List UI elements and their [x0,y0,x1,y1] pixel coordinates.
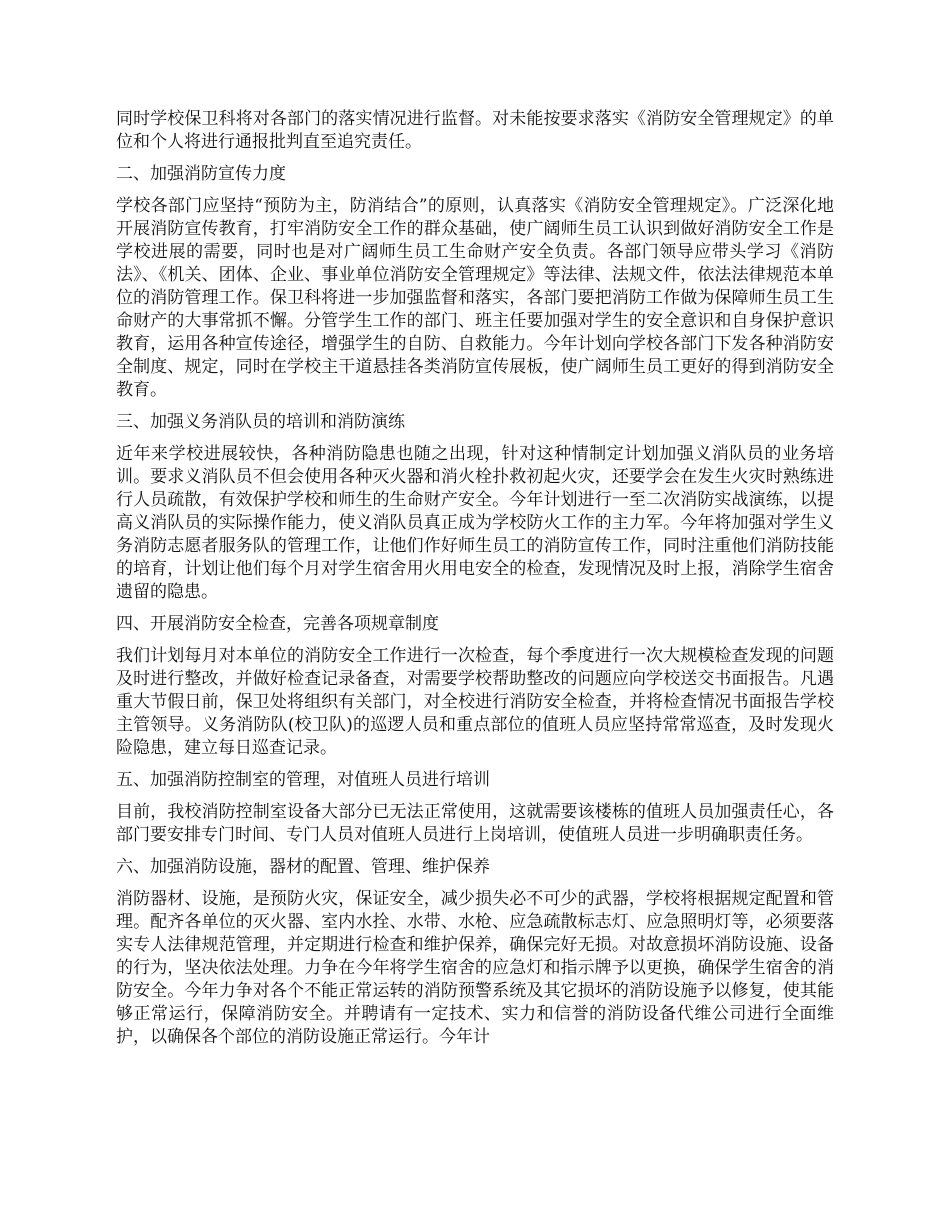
document-page [116,108,834,1058]
section-heading-5: 五、加强消防控制室的管理，对值班人员进行培训 [116,770,490,790]
section-body-3: 近年来学校进展较快，各种消防隐患也随之出现，针对这种情制定计划加强义消队员的业务培训。要求义消队员不但会使用各种灭火器和消火栓扑救初起火灾，还要学会在发生火灾时熟练进行人员疏散，有效保护学校和师生的生命财产安全。今年计划进行一至二次消防实战演练，以提高义消队员的实际操作能力，使义消队员真正成为学校防火工作的主力军。今年将加强对学生义务消防志愿者服务队的管理工作，让他们作好师生员工的消防宣传工作，同时注重他们消防技能的培育，计划让他们每个月对学生宿舍用火用电安全的检查，发现情况及时上报，消除学生宿舍遗留的隐患。 [116,444,834,602]
section-heading-6: 六、加强消防设施，器材的配置、管理、维护保养 [116,857,490,877]
section-body-4: 我们计划每月对本单位的消防安全工作进行一次检查，每个季度进行一次大规模检查发现的问题及时进行整改，并做好检查记录备查，对需要学校帮助整改的问题应向学校送交书面报告。凡遇重大节假日前，保卫处将组织有关部门，对全校进行消防安全检查，并将检查情况书面报告学校主管领导。义务消防队(校卫队)的巡逻人员和重点部位的值班人员应坚持常常巡查，及时发现火险隐患，建立每日巡查记录。 [116,646,834,758]
section-body-6: 消防器材、设施，是预防火灾，保证安全，减少损失必不可少的武器，学校将根据规定配置和管理。配齐各单位的灭火器、室内水拴、水带、水枪、应急疏散标志灯、应急照明灯等，必须要落实专人法律规范管理，并定期进行检查和维护保养，确保完好无损。对故意损坏消防设施、设备的行为，坚决依法处理。力争在今年将学生宿舍的应急灯和指示牌予以更换，确保学生宿舍的消防安全。今年力争对各个不能正常运转的消防预警系统及其它损坏的消防设施予以修复，使其能够正常运行，保障消防安全。并聘请有一定技术、实力和信誉的消防设备代维公司进行全面维护，以确保各个部位的消防设施正常运行。今年计 [116,889,834,1047]
section-heading-2: 二、加强消防宣传力度 [116,164,286,184]
section-body-2: 学校各部门应坚持“预防为主，防消结合”的原则，认真落实《消防安全管理规定》。广泛深化地开展消防宣传教育，打牢消防安全工作的群众基础，使广阔师生员工认识到做好消防安全工作是学校进展的需要，同时也是对广阔师生员工生命财产安全负责。各部门领导应带头学习《消防法》、《机关、团体、企业、事业单位消防安全管理规定》等法律、法规文件，依法法律规范本单位的消防管理工作。保卫科将进一步加强监督和落实，各部门要把消防工作做为保障师生员工生命财产的大事常抓不懈。分管学生工作的部门、班主任要加强对学生的安全意识和自身保护意识教育，运用各种宣传途径，增强学生的自防、自救能力。今年计划向学校各部门下发各种消防安全制度、规定，同时在学校主干道悬挂各类消防宣传展板，使广阔师生员工更好的得到消防安全教育。 [116,196,834,400]
section-heading-3: 三、加强义务消队员的培训和消防演练 [116,412,405,432]
section-body-5: 目前，我校消防控制室设备大部分已无法正常使用，这就需要该楼栋的值班人员加强责任心，各部门要安排专门时间、专门人员对值班人员进行上岗培训，使值班人员进一步明确职责任务。 [116,802,834,845]
section-heading-4: 四、开展消防安全检查，完善各项规章制度 [116,614,439,634]
intro-paragraph: 同时学校保卫科将对各部门的落实情况进行监督。对未能按要求落实《消防安全管理规定》的单位和个人将进行通报批判直至追究责任。 [116,109,834,152]
